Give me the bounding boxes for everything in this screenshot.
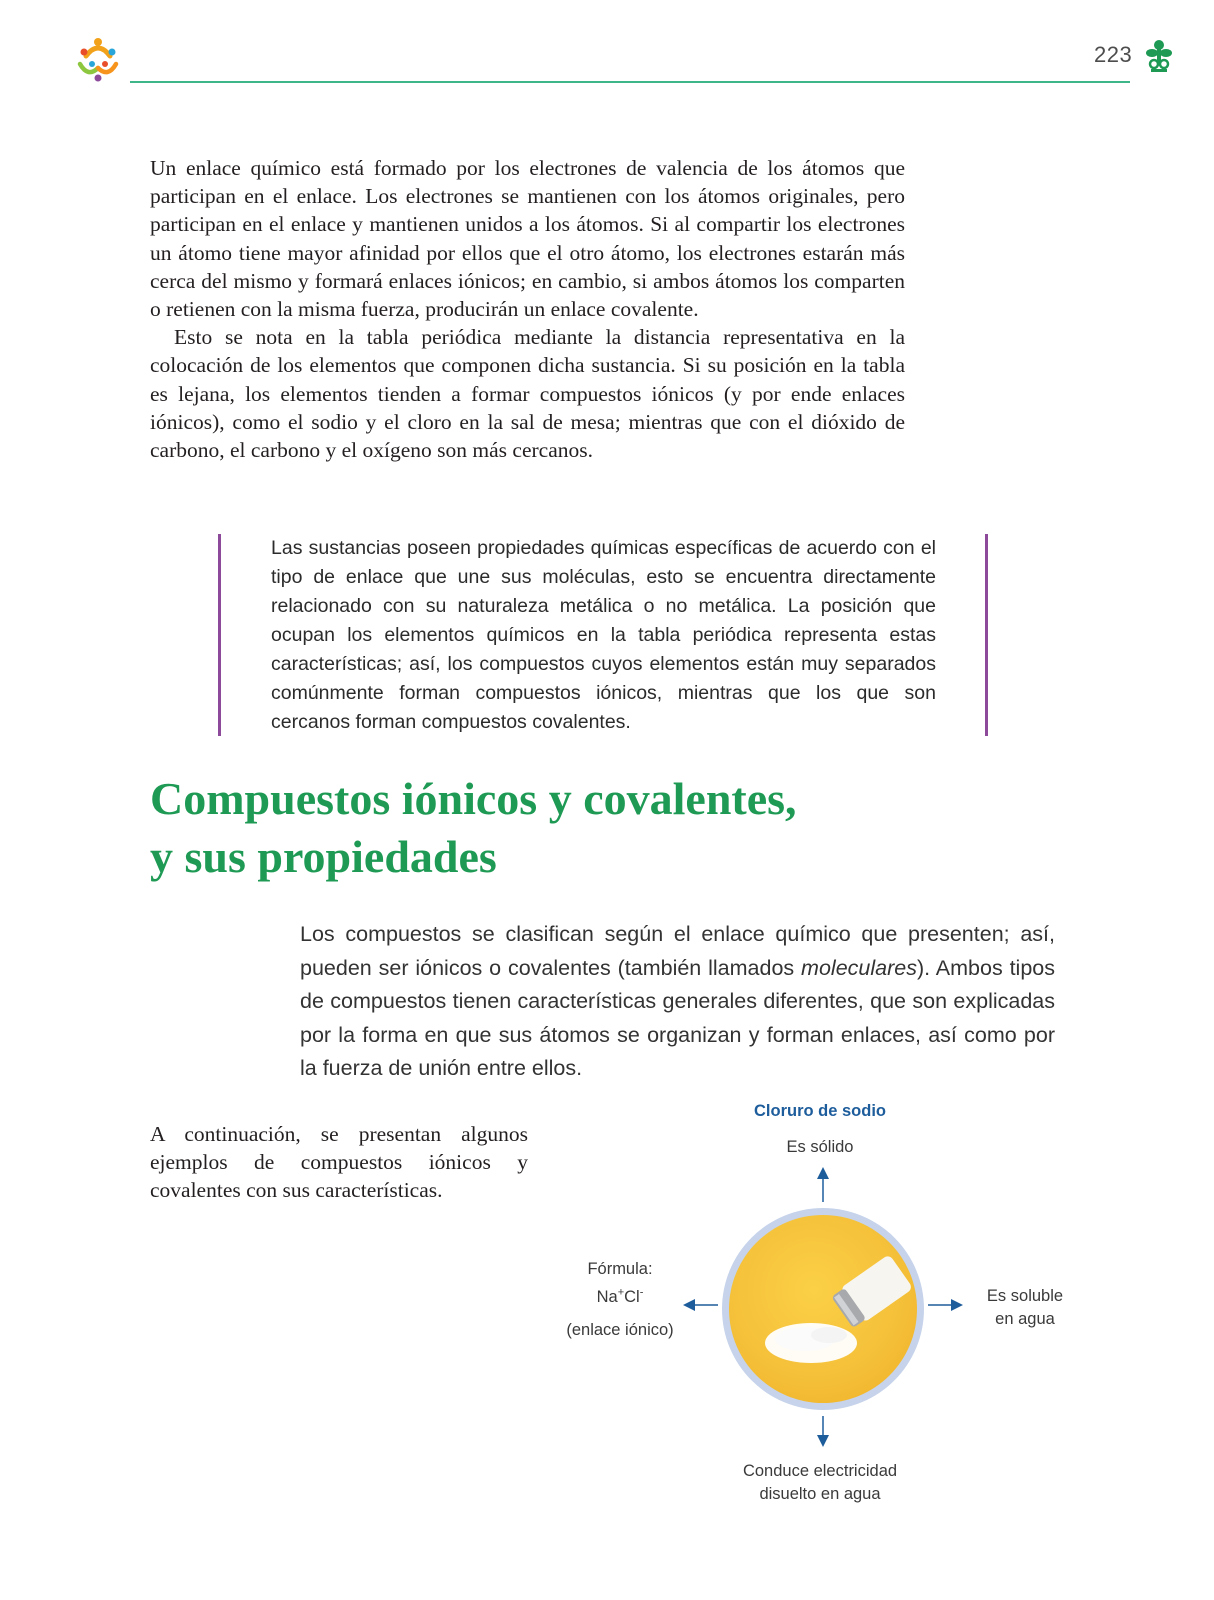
formula-value (597, 1288, 644, 1306)
property-soluble (970, 1285, 1080, 1331)
sodium-chloride-diagram (540, 1098, 1140, 1538)
photo-frame (722, 1208, 924, 1410)
section-title-line-2: y sus propiedades (150, 831, 497, 882)
green-leaf-emblem-icon (1145, 39, 1173, 73)
intro-paragraph-2: Esto se nota en la tabla periódica mediante la distancia representativa en la colocación de los elementos que componen dicha sustancia. Si su posición en la tabla es lejana, los elementos tienden a formar compuestos iónicos (y por ende enlaces iónicos), como el sodio y el cloro en la sal de mesa; mientras que con el dióxido de carbono, el carbono y el oxígeno son más cercanos. (150, 325, 905, 463)
lead-text-end: ). Ambos tipos de compuestos tienen características generales diferentes, que son explicadas por la forma en que sus átomos se organizan y forman enlaces, así como por la fuerza de unión entre ellos. (300, 955, 1055, 1080)
callout-text: Las sustancias poseen propiedades químicas específicas de acuerdo con el tipo de enlace que une sus moléculas, esto se encuentra directamente relacionado con su naturaleza metálica o no metálica. La posición que ocupan los elementos químicos en la tabla periódica representa estas características; así, los compuestos cuyos elementos están muy separados comúnmente forman compuestos iónicos, mientras que los que son cercanos forman compuestos covalentes. (271, 537, 936, 733)
lead-italic-term: moleculares (801, 955, 917, 980)
page-number: 223 (1094, 42, 1133, 67)
intro-paragraph-1: Un enlace químico está formado por los electrones de valencia de los átomos que participan en el enlace. Los electrones se mantienen con los átomos originales, pero participan en el enlace y mantienen unidos a los átomos. Si al compartir los electrones un átomo tiene mayor afinidad por ellos que el otro átomo, los electrones estarán más cerca del mismo y formará enlaces iónicos; en cambio, si ambos átomos los comparten o retienen con la misma fuerza, producirán un enlace covalente. (150, 156, 905, 322)
formula-heading: Fórmula: (587, 1260, 653, 1278)
colorful-figures-logo-icon (72, 34, 124, 86)
property-conductivity-line-1: Conduce electricidad (742, 1462, 898, 1480)
lead-text-start: Los compuestos se clasifican según el enlace químico que presenten; así, pueden ser iónicos o covalentes (también llamados (300, 922, 1055, 980)
property-soluble-line-1: Es soluble (986, 1287, 1064, 1305)
side-text: A continuación, se presentan algunos ejemplos de compuestos iónicos y covalentes con sus características. (150, 1122, 528, 1202)
salt-shaker-spilled-salt-photo (729, 1215, 917, 1403)
callout-box (218, 534, 988, 736)
property-conductivity (710, 1460, 930, 1506)
lead-paragraph (300, 918, 1055, 1086)
formula-chlorine-charge: - (639, 1286, 644, 1298)
intro-text (150, 154, 905, 464)
formula-chlorine: Cl (624, 1287, 640, 1306)
formula-sodium-charge: + (617, 1286, 625, 1298)
diagram-title: Cloruro de sodio (754, 1102, 886, 1120)
formula-sodium: Na (596, 1287, 618, 1306)
property-soluble-line-2: en agua (995, 1310, 1055, 1328)
property-solid: Es sólido (786, 1138, 854, 1156)
section-title-line-1: Compuestos iónicos y covalentes, (150, 773, 797, 824)
bond-type-note: (enlace iónico) (566, 1321, 674, 1339)
formula-label (550, 1258, 690, 1309)
property-conductivity-line-2: disuelto en agua (759, 1485, 881, 1503)
header-rule (130, 81, 1130, 83)
section-title (150, 770, 1050, 886)
